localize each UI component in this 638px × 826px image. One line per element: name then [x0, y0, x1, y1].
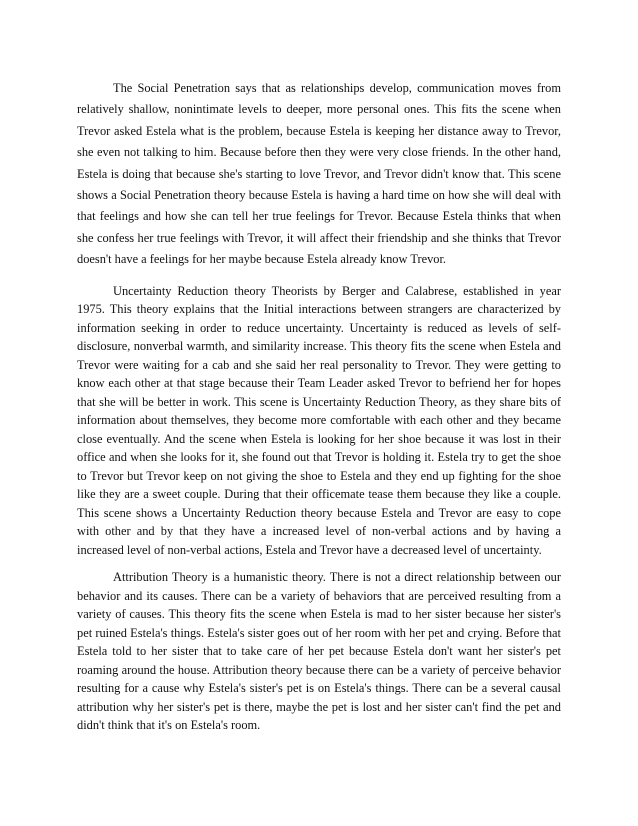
paragraph-social-penetration: The Social Penetration says that as relationships develop, communication moves from relatively shallow, nonintimate levels to deeper, more personal ones. This fits the scene when Trevor asked Estela what is the problem, because Estela is keeping her distance away to Trevor, she even not talking to him. Because before then they were very close friends. In the other hand, Estela is doing that because she's starting to love Trevor, and Trevor didn't know that. This scene shows a Social Penetration theory because Estela is having a hard time on how she will deal with that feelings and how she can tell her true feelings for Trevor. Because Estela thinks that when she confess her true feelings with Trevor, it will affect their friendship and she thinks that Trevor doesn't have a feelings for her maybe because Estela already know Trevor.: [77, 81, 561, 267]
document-body: [77, 78, 561, 735]
paragraph-uncertainty-reduction: Uncertainty Reduction theory Theorists by Berger and Calabrese, established in year 1975. This theory explains that the Initial interactions between strangers are characterized by information seeking in order to reduce uncertainty. Uncertainty is reduced as levels of self-disclosure, nonverbal warmth, and similarity increase. This theory fits the scene when Estela and Trevor were waiting for a cab and she said her real personality to Trevor. They were getting to know each other at that stage because their Team Leader asked Trevor to befriend her for hopes that she will be better in work. This scene is Uncertainty Reduction Theory, as they share bits of information about themselves, they become more comfortable with each other and they became close eventually. And the scene when Estela is looking for her shoe because it was lost in their office and when she looks for it, she found out that Trevor is holding it. Estela try to get the shoe to Trevor but Trevor keep on not giving the shoe to Estela and they end up fighting for the shoe like they are a sweet couple. During that their officemate tease them because they like a couple. This scene shows a Uncertainty Reduction theory because Estela and Trevor are easy to cope with other and by that they have a increased level of non-verbal actions and by having a increased level of non-verbal actions, Estela and Trevor have a decreased level of uncertainty.: [77, 283, 561, 557]
paragraph-attribution-theory: Attribution Theory is a humanistic theory. There is not a direct relationship between our behavior and its causes. There can be a variety of behaviors that are perceived resulting from a variety of causes. This theory fits the scene when Estela is mad to her sister because her sister's pet ruined Estela's things. Estela's sister goes out of her room with her pet and crying. Before that Estela told to her sister that to take care of her pet because Estela don't want her sister's pet roaming around the house. Attribution theory because there can be a variety of perceive behavior resulting for a cause why Estela's sister's pet is on Estela's things. There can be a several causal attribution why her sister's pet is there, maybe the pet is lost and her sister can't find the pet and didn't think that it's on Estela's room.: [77, 570, 561, 733]
